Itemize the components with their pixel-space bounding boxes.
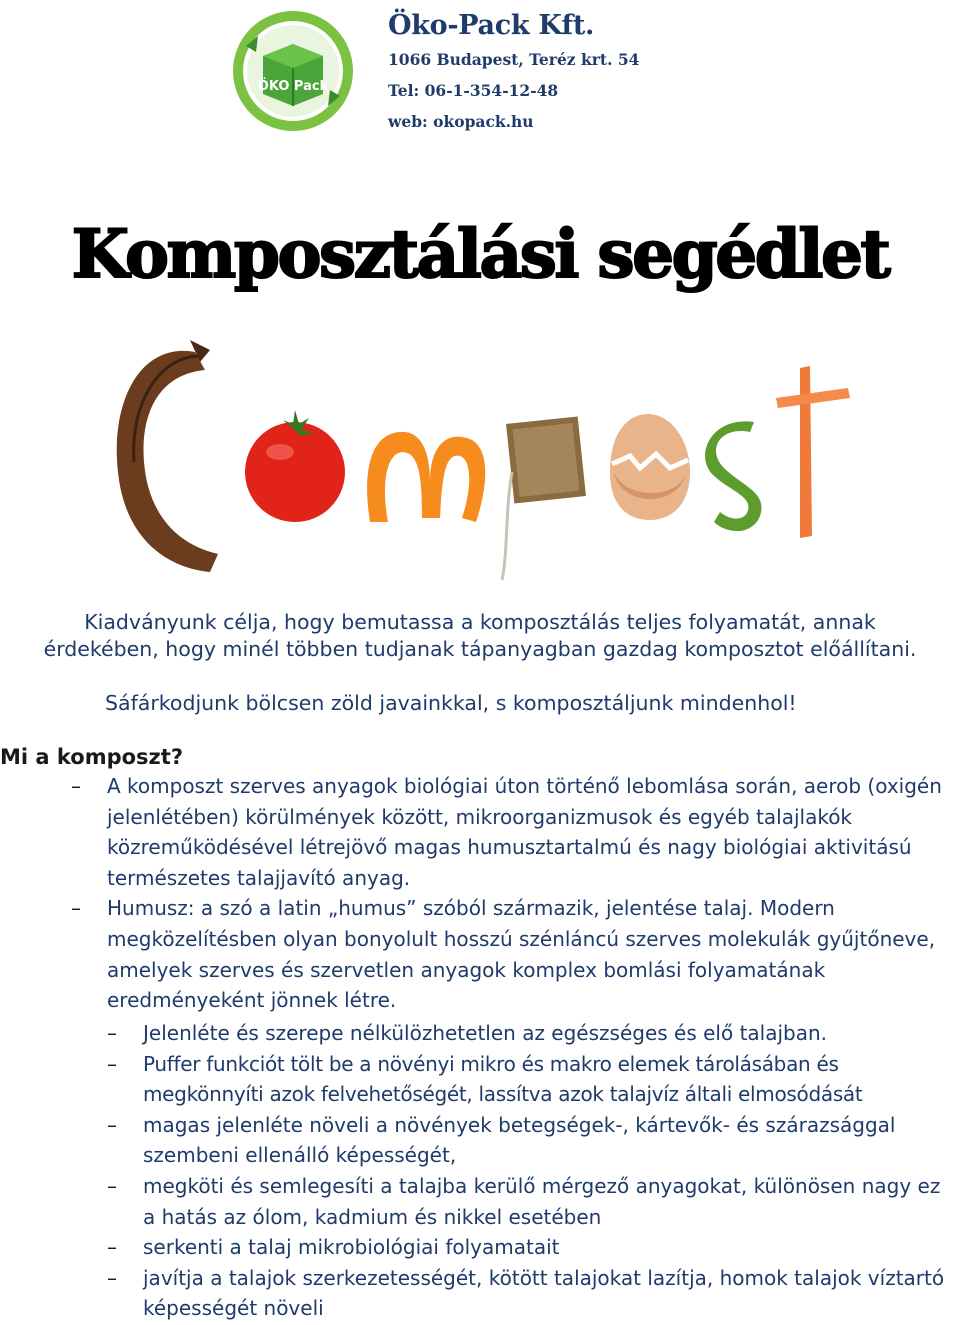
carrot-peel-letter-t xyxy=(776,366,850,538)
cucumber-peel-letter-s xyxy=(705,421,761,531)
tomato-letter-o xyxy=(245,410,345,522)
humus-properties-list xyxy=(143,1018,958,1324)
orange-peel-letter-m xyxy=(367,432,485,522)
company-name: Öko-Pack Kft. xyxy=(388,10,595,41)
intro-line-2: érdekében, hogy minél többen tudjanak tápanyagban gazdag komposztot előállítani. xyxy=(43,637,917,661)
page-title: Komposztálási segédlet xyxy=(71,215,889,293)
company-phone: Tel: 06-1-354-12-48 xyxy=(388,81,559,100)
banana-peel-letter-c xyxy=(117,340,218,572)
company-info xyxy=(388,8,639,137)
intro-text xyxy=(0,609,960,663)
section-heading: Mi a komposzt? xyxy=(0,745,184,769)
list-item: – Jelenléte és szerepe nélkülözhetetlen az egészséges és elő talajban. xyxy=(143,1018,958,1049)
list-item: – serkenti a talaj mikrobiológiai folyamatait xyxy=(143,1232,958,1263)
list-item: – Humusz: a szó a latin „humus” szóból származik, jelentése talaj. Modern megközelítésben olyan bonyolult hosszú szénláncú szerves molekulák gyűjtőneve, amelyek szerves és szervetlen anyagok komplex bomlási folyamatának eredményeként jönnek létre. xyxy=(107,893,957,1015)
slogan: Sáfárkodjunk bölcsen zöld javainkkal, s komposztáljunk mindenhol! xyxy=(105,691,797,715)
company-web: web: okopack.hu xyxy=(388,112,534,131)
intro-line-1: Kiadványunk célja, hogy bemutassa a komposztálás teljes folyamatát, annak xyxy=(84,610,876,634)
egg-shell-letter-o xyxy=(610,414,690,520)
compost-food-letters-image xyxy=(100,322,870,592)
list-item: – magas jelenléte növeli a növények betegségek-, kártevők- és szárazsággal szembeni ellenálló képességét, xyxy=(143,1110,958,1171)
logo-text: ÖKO Pack xyxy=(257,79,329,94)
definition-list xyxy=(107,771,957,1016)
list-item: – javítja a talajok szerkezetességét, kötött talajokat lazítja, homok talajok víztartó képességét növeli xyxy=(143,1263,958,1324)
list-item: – megköti és semlegesíti a talajba kerülő mérgező anyagokat, különösen nagy ez a hatás az ólom, kadmium és nikkel esetében xyxy=(143,1171,958,1232)
tea-bag-letter-p xyxy=(502,416,586,580)
oko-pack-logo xyxy=(228,6,358,136)
company-address: 1066 Budapest, Teréz krt. 54 xyxy=(388,50,640,69)
list-item: – Puffer funkciót tölt be a növényi mikro és makro elemek tárolásában és megkönnyíti azok felvehetőségét, lassítva azok talajvíz általi elmosódását xyxy=(143,1049,958,1110)
list-item: – A komposzt szerves anyagok biológiai úton történő lebomlása során, aerob (oxigén jelenlétében) körülmények között, mikroorganizmusok és egyéb talajlakók közreműködésével létrejövő magas humusztartalmú és nagy biológiai aktivitású természetes talajjavító anyag. xyxy=(107,771,957,893)
